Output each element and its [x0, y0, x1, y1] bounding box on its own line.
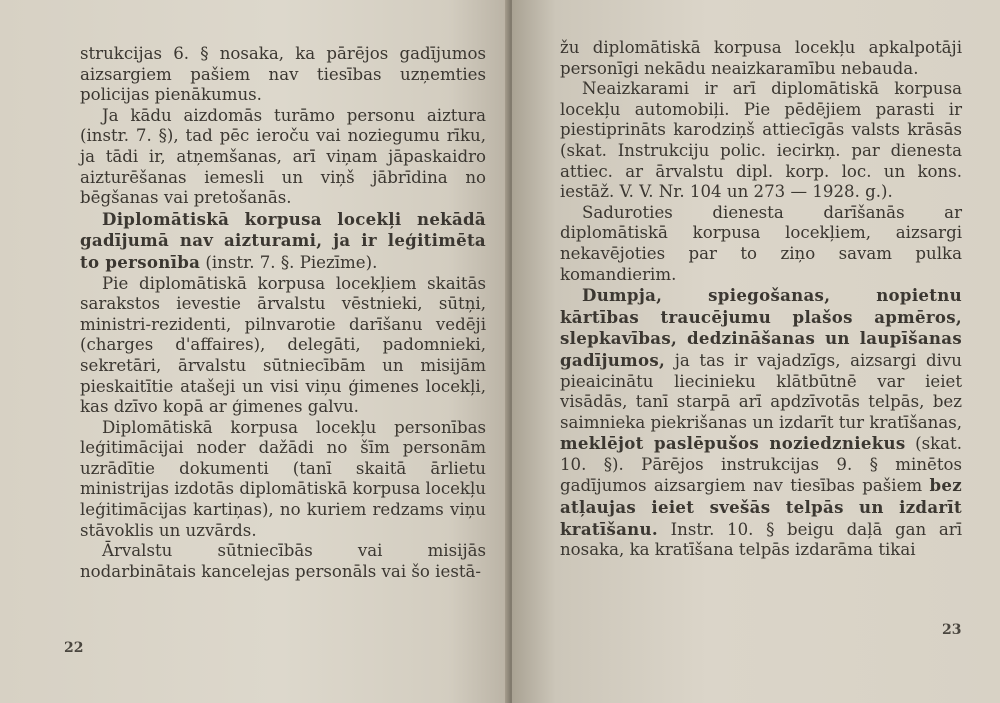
bold-text: Dumpja, spiegošanas, nopietnu kārtības traucējumu plašos apmēros, slepkavības, dedzināšanas un laupīšanas gadījumos,: [560, 285, 962, 370]
paragraph-text: Instr. 10. § beigu daļā gan arī nosaka, ka kratīšana telpās izdarāma tikai: [560, 519, 962, 560]
paragraph: Neaizkarami ir arī diplomātiskā korpusa locekļu automobiļi. Pie pēdējiem parasti ir piestiprināts karodziņš attiecīgās valsts krāsās (skat. Instrukciju polic. iecirkņ. par dienesta attiec. ar ārvalstu dipl. korp. loc. un kons. iestāž. V. V. Nr. 104 un 273 — 1928. g.).: [560, 79, 962, 202]
paragraph-rest: (instr. 7. §. Piezīme).: [200, 252, 378, 272]
bold-paragraph: [80, 209, 486, 274]
paragraph: Diplomātiskā korpusa locekļu personības leģitimācijai noder dažādi no šīm personām uzrādītie dokumenti (tanī skaitā ārlietu ministrijas izdotās diplomātiskā korpusa locekļu leģitimācijas kartiņas), no kuriem redzams viņu stāvoklis un uzvārds.: [80, 417, 486, 540]
bold-text: bez atļaujas ieiet svešās telpās un izdarīt kratīšanu.: [560, 475, 962, 539]
paragraph-text: ja tas ir vajadzīgs, aizsargi divu pieaicinātu liecinieku klātbūtnē var ieiet visādās, tanī starpā arī apdzīvotās telpās, bez saimnieka piekrišanas un izdarīt tur kratīšanas,: [560, 350, 962, 432]
paragraph-text: (skat. 10. §). Pārējos instrukcijas 9. § minētos gadījumos aizsargiem nav tiesības pašiem: [560, 434, 962, 496]
left-page-text: [80, 44, 486, 582]
paragraph: žu diplomātiskā korpusa locekļu apkalpotāji personīgi nekādu neaizkaramību nebauda.: [560, 38, 962, 78]
page-number: 22: [64, 640, 84, 656]
paragraph: Ārvalstu sūtniecībās vai misijās nodarbinātais kancelejas personāls vai šo iestā-: [80, 541, 486, 581]
paragraph: Saduroties dienesta darīšanās ar diplomātiskā korpusa locekļiem, aizsargi nekavējoties par to ziņo savam pulka komandierim.: [560, 202, 962, 284]
bold-text: meklējot paslēpušos noziedzniekus: [560, 433, 906, 454]
page-number: 23: [942, 622, 962, 638]
paragraph: strukcijas 6. § nosaka, ka pārējos gadījumos aizsargiem pašiem nav tiesības uzņemties policijas pienākumus.: [80, 44, 486, 105]
paragraph: Ja kādu aizdomās turāmo personu aiztura (instr. 7. §), tad pēc ieroču vai noziegumu rīku, ja tādi ir, atņemšanas, arī viņam jāpaskaidro aizturēšanas iemesli un viņš jābrīdina no bēgšanas vai pretošanās.: [80, 105, 486, 208]
bold-text: Diplomātiskā korpusa locekļi nekādā gadījumā nav aizturami, ja ir leģitimēta to personība: [80, 208, 486, 272]
right-page: [512, 0, 1000, 703]
paragraph: Pie diplomātiskā korpusa locekļiem skaitās sarakstos ievestie ārvalstu vēstnieki, sūtņi, ministri-rezidenti, pilnvarotie darīšanu vedēji (charges d'affaires), delegāti, padomnieki, sekretāri, ārvalstu sūtniecībām un misijām pieskaitītie atašeji un visi viņu ģimenes locekļi, kas dzīvo kopā ar ģimenes galvu.: [80, 273, 486, 417]
riot-paragraph: [560, 285, 962, 561]
right-page-text: [560, 38, 962, 561]
